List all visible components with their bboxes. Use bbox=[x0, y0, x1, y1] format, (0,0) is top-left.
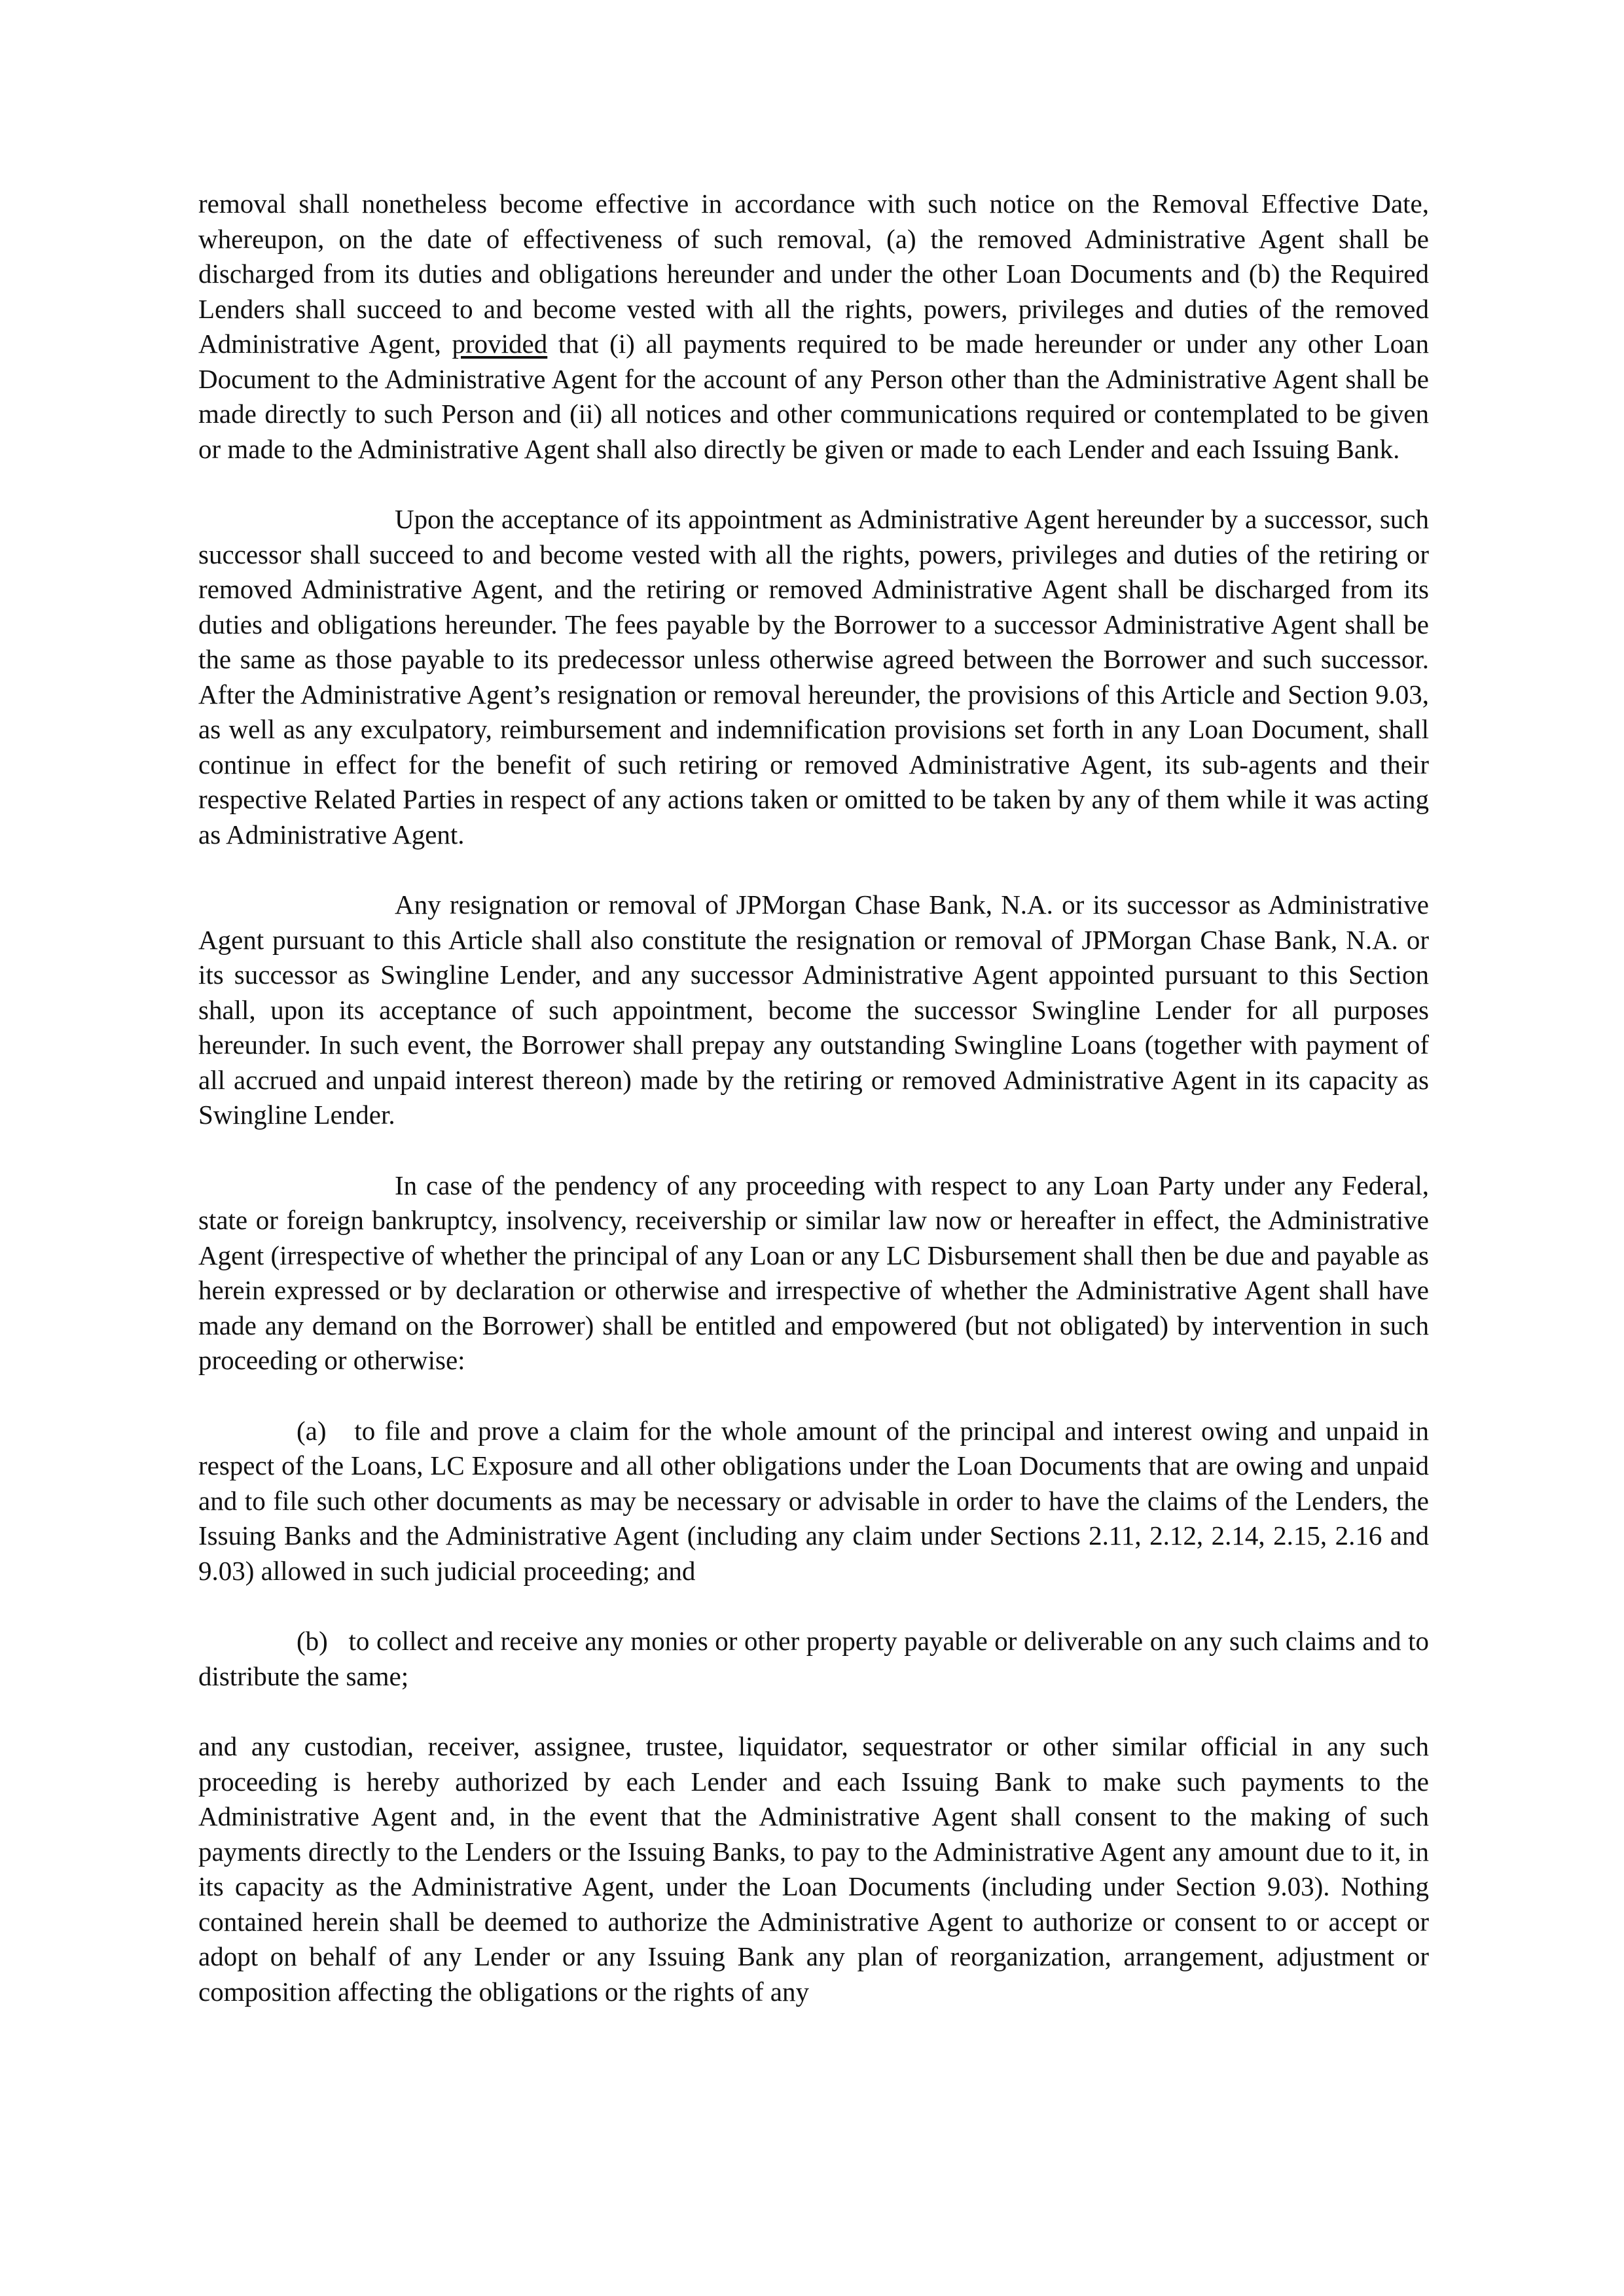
paragraph-text: that (i) all payments required to be made hereunder or under any other Loan Document to the Administrative Agent for the account of any Person other than the Administrative Agent shall be made directly to such Person and (ii) all notices and other communications required or contemplated to be given or made to the Administrative Agent shall also directly be given or made to each Lender and each Issuing Bank. bbox=[198, 329, 1429, 464]
paragraph-custodian-authorization: and any custodian, receiver, assignee, trustee, liquidator, sequestrator or other similar official in any such proceeding is hereby authorized by each Lender and each Issuing Bank to make such payments to the Administrative Agent and, in the event that the Administrative Agent shall consent to the making of such payments directly to the Lenders or the Issuing Banks, to pay to the Administrative Agent any amount due to it, in its capacity as the Administrative Agent, under the Loan Documents (including under Section 9.03). Nothing contained herein shall be deemed to authorize the Administrative Agent to authorize or consent to or accept or adopt on behalf of any Lender or any Issuing Bank any plan of reorganization, arrangement, adjustment or composition affecting the obligations or the rights of any bbox=[198, 1731, 1429, 2007]
clause-label: (a) bbox=[297, 1415, 327, 1446]
paragraph-successor-acceptance: Upon the acceptance of its appointment as Administrative Agent hereunder by a successor, such successor shall succeed to and become vested with all the rights, powers, privileges and duties of the retiring or removed Administrative Agent, and the retiring or removed Administrative Agent shall be discharged from its duties and obligations hereunder. The fees payable by the Borrower to a successor Administrative Agent shall be the same as those payable to its predecessor unless otherwise agreed between the Borrower and such successor. After the Administrative Agent’s resignation or removal hereunder, the provisions of this Article and Section 9.03, as well as any exculpatory, reimbursement and indemnification provisions set forth in any Loan Document, shall continue in effect for the benefit of such retiring or removed Administrative Agent, its sub-agents and their respective Related Parties in respect of any actions taken or omitted to be taken by any of them while it was acting as Administrative Agent. bbox=[198, 504, 1429, 850]
document-body bbox=[198, 187, 1429, 2045]
clause-a bbox=[198, 1414, 1429, 1589]
paragraph-removal-effective bbox=[198, 187, 1429, 467]
provided-term: provided bbox=[452, 329, 548, 359]
clause-label: (b) bbox=[297, 1626, 328, 1656]
paragraph-pendency-proceeding: In case of the pendency of any proceeding with respect to any Loan Party under any Federal, state or foreign bankruptcy, insolvency, receivership or similar law now or hereafter in effect, the Administrative Agent (irrespective of whether the principal of any Loan or any LC Disbursement shall then be due and payable as herein expressed or by declaration or otherwise and irrespective of whether the Administrative Agent shall have made any demand on the Borrower) shall be entitled and empowered (but not obligated) by intervention in such proceeding or otherwise: bbox=[198, 1170, 1429, 1375]
paragraph-text: removal shall nonetheless become effective in accordance with such notice on the Removal Effective Date, whereupon, on the date of effectiveness of such removal, (a) the removed Administrative Agent shall be discharged from its duties and obligations hereunder and under the other Loan Documents and (b) the Required Lenders shall succeed to and become vested with all the rights, powers, privileges and duties of the removed Administrative Agent, bbox=[198, 188, 1429, 359]
clause-b bbox=[198, 1624, 1429, 1694]
clause-text: to collect and receive any monies or other property payable or deliverable on any such claims and to distribute the same; bbox=[198, 1626, 1429, 1691]
clause-text: to file and prove a claim for the whole amount of the principal and interest owing and unpaid in respect of the Loans, LC Exposure and all other obligations under the Loan Documents that are owing and unpaid and to file such other documents as may be necessary or advisable in order to have the claims of the Lenders, the Issuing Banks and the Administrative Agent (including any claim under Sections 2.11, 2.12, 2.14, 2.15, 2.16 and 9.03) allowed in such judicial proceeding; and bbox=[198, 1415, 1430, 1586]
paragraph-swingline-resignation: Any resignation or removal of JPMorgan Chase Bank, N.A. or its successor as Administrative Agent pursuant to this Article shall also constitute the resignation or removal of JPMorgan Chase Bank, N.A. or its successor as Swingline Lender, and any successor Administrative Agent appointed pursuant to this Section shall, upon its acceptance of such appointment, become the successor Swingline Lender for all purposes hereunder. In such event, the Borrower shall prepay any outstanding Swingline Loans (together with payment of all accrued and unpaid interest thereon) made by the retiring or removed Administrative Agent in its capacity as Swingline Lender. bbox=[198, 889, 1429, 1130]
